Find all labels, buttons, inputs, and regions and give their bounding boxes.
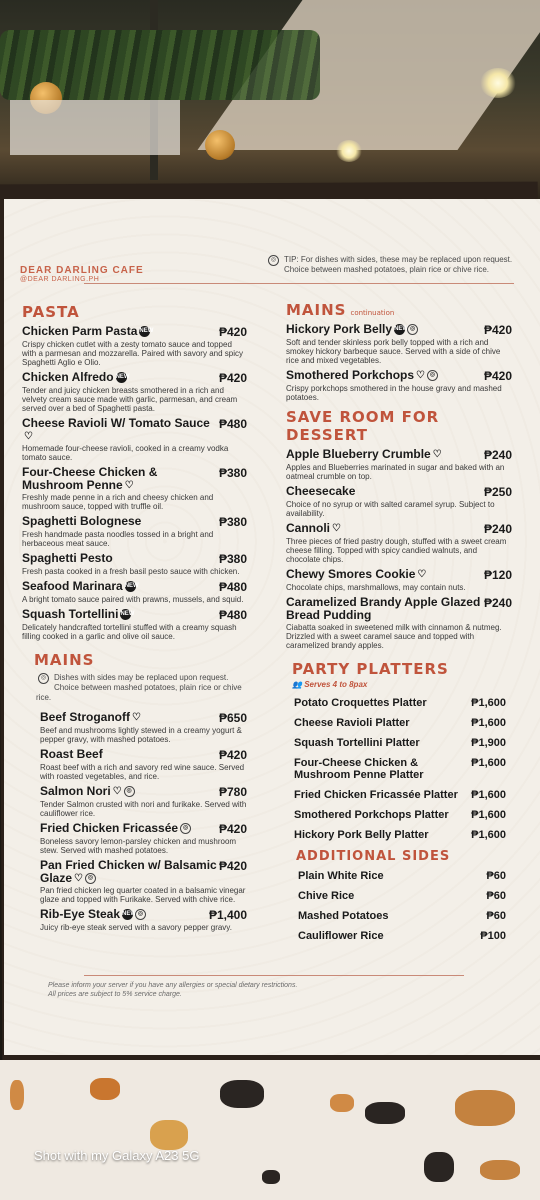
menu-item (22, 552, 247, 576)
menu-line-price: ₱60 (486, 910, 506, 922)
menu-line-name: Hickory Pork Belly Platter (294, 829, 429, 841)
terrazzo-chip (150, 1120, 188, 1150)
mains-note (36, 673, 246, 703)
menu-item-description: Apples and Blueberries marinated in sugar and baked with an oatmeal crumble on top. (286, 463, 505, 481)
menu-item-header (22, 417, 247, 443)
terrazzo-table (0, 1060, 540, 1200)
terrazzo-chip (330, 1094, 354, 1112)
new-badge-icon: NEW (394, 324, 405, 335)
menu-item-description: A bright tomato sauce paired with prawns, mussels, and squid. (22, 595, 244, 604)
cafe-brand (20, 265, 220, 283)
menu-item-name: Smothered Porkchops ♡ ◎ (286, 369, 438, 382)
menu-item-price: ₱480 (218, 417, 247, 431)
footer-allergy-note: Please inform your server if you have any allergies or special dietary restrictions. (48, 982, 298, 989)
menu-item-name: Spaghetti Bolognese (22, 514, 142, 528)
menu-item-description: Beef and mushrooms lightly stewed in a creamy yogurt & pepper gravy, with mashed potatoes. (40, 726, 242, 744)
menu-item-price: ₱120 (483, 568, 512, 582)
menu-item-header (40, 748, 247, 762)
heart-icon: ♡ (24, 430, 33, 442)
menu-line-name: Squash Tortellini Platter (294, 737, 420, 749)
new-badge-icon: NEW (122, 909, 133, 920)
menu-item (22, 608, 247, 641)
menu-item-header (22, 371, 247, 385)
header-divider (84, 283, 514, 284)
menu-item (40, 785, 247, 818)
menu-line-item (294, 829, 506, 841)
menu-item (22, 325, 247, 367)
menu-item-header (286, 568, 512, 582)
heart-icon: ♡ (416, 369, 425, 381)
terrazzo-chip (365, 1102, 405, 1124)
menu-item-header (22, 515, 247, 529)
menu-item-header (40, 822, 247, 836)
menu-item-header (286, 448, 512, 462)
menu-line-item (294, 789, 506, 801)
menu-item-name: Rib-Eye Steak NEW ◎ (40, 908, 146, 921)
menu-item-header (22, 608, 247, 622)
menu-line-item (294, 757, 506, 781)
menu-item-name: Hickory Pork Belly NEW ◎ (286, 323, 418, 336)
menu-item-price: ₱420 (218, 371, 247, 385)
mains-continued-list (286, 323, 512, 402)
menu-line-price: ₱1,600 (471, 829, 506, 841)
people-icon: 👥 (292, 680, 305, 689)
ceiling-lamp (336, 140, 362, 162)
terrazzo-chip (424, 1152, 454, 1182)
cafe-ceiling-background (0, 0, 540, 200)
plate-icon: ◎ (38, 673, 49, 684)
new-badge-icon: NEW (139, 326, 150, 337)
pasta-list (22, 325, 247, 641)
menu-item (286, 448, 512, 481)
menu-line-name: Chive Rice (298, 890, 355, 902)
menu-item-name: Roast Beef (40, 747, 103, 761)
menu-item-price: ₱380 (218, 552, 247, 566)
menu-item-description: Delicately handcrafted tortellini stuffed with a creamy squash filling cooked in a garlic and olive oil sauce. (22, 623, 237, 641)
menu-line-price: ₱1,600 (471, 717, 506, 729)
menu-item-description: Roast beef with a rich and savory red wine sauce. Served with roasted vegetables, and rice. (40, 763, 245, 781)
section-title-mains: MAINS (34, 651, 95, 669)
menu-item-price: ₱240 (483, 522, 512, 536)
menu-item-price: ₱240 (483, 448, 512, 462)
menu-item-name: Spaghetti Pesto (22, 551, 113, 565)
menu-item-name: Beef Stroganoff ♡ (40, 710, 141, 724)
menu-item-header (22, 580, 247, 594)
menu-item-price: ₱420 (218, 748, 247, 762)
menu-item-description: Boneless savory lemon-parsley chicken and mushroom stew. Served with mashed potatoes. (40, 837, 237, 855)
menu-item-description: Fresh pasta cooked in a fresh basil pesto sauce with chicken. (22, 567, 240, 576)
menu-item-header (22, 466, 247, 492)
new-badge-icon: NEW (120, 609, 131, 620)
menu-paper (4, 199, 540, 1055)
menu-line-name: Plain White Rice (298, 870, 384, 882)
new-badge-icon: NEW (125, 581, 136, 592)
menu-line-item (294, 697, 506, 709)
menu-item-price: ₱240 (483, 596, 512, 610)
menu-item (286, 369, 512, 402)
lantern (205, 130, 235, 160)
menu-line-item (294, 737, 506, 749)
menu-item-name: Fried Chicken Fricassée ◎ (40, 822, 191, 835)
menu-item (22, 515, 247, 548)
menu-item-price: ₱1,400 (208, 908, 247, 922)
ceiling-lamp (480, 68, 516, 98)
heart-icon: ♡ (112, 785, 122, 797)
platter-list (294, 697, 506, 841)
menu-item-price: ₱480 (218, 580, 247, 594)
menu-item-description: Freshly made penne in a rich and cheesy chicken and mushroom sauce, topped with truffle oil. (22, 493, 214, 511)
menu-item (22, 371, 247, 413)
tip-text: TIP: For dishes with sides, these may be replaced upon request. Choice between mashed potatoes, plain rice or chive rice. (284, 255, 513, 274)
continuation-label: continuation (350, 309, 395, 317)
heart-icon: ♡ (124, 479, 134, 491)
plate-icon: ◎ (180, 823, 191, 834)
menu-item-description: Fresh handmade pasta noodles tossed in a bright and herbaceous meat sauce. (22, 530, 214, 548)
menu-line-price: ₱1,600 (471, 757, 506, 769)
menu-item (22, 580, 247, 604)
menu-line-item (294, 717, 506, 729)
menu-item-header (40, 785, 247, 799)
menu-item (286, 485, 512, 518)
menu-item-header (22, 325, 247, 339)
menu-item-name: Squash Tortellini NEW (22, 607, 135, 621)
menu-item-name: Salmon Nori ♡ ◎ (40, 785, 135, 798)
menu-item-header (286, 596, 512, 622)
left-column (22, 303, 247, 936)
plate-icon: ◎ (268, 255, 279, 266)
menu-line-item (294, 809, 506, 821)
menu-line-price: ₱1,600 (471, 809, 506, 821)
platters-serves (292, 680, 512, 689)
sides-list (298, 870, 506, 942)
mains-continued-title: MAINS (286, 301, 347, 319)
menu-item-description: Tender Salmon crusted with nori and furikake. Served with cauliflower rice. (40, 800, 247, 818)
plate-icon: ◎ (124, 786, 135, 797)
menu-line-item (298, 890, 506, 902)
menu-line-price: ₱60 (486, 870, 506, 882)
menu-item-description: Choice of no syrup or with salted caramel syrup. Subject to availability. (286, 500, 495, 518)
menu-line-price: ₱1,600 (471, 697, 506, 709)
terrazzo-chip (455, 1090, 515, 1126)
menu-item-header (286, 369, 512, 383)
menu-item-price: ₱380 (218, 515, 247, 529)
menu-item-header (22, 552, 247, 566)
menu-item-price: ₱480 (218, 608, 247, 622)
footer-divider (84, 975, 464, 976)
terrazzo-chip (262, 1170, 280, 1184)
menu-item (286, 323, 512, 365)
menu-line-name: Cheese Ravioli Platter (294, 717, 410, 729)
terrazzo-chip (480, 1160, 520, 1180)
plate-icon: ◎ (427, 370, 438, 381)
menu-item-price: ₱380 (218, 466, 247, 480)
menu-item-description: Tender and juicy chicken breasts smothered in a rich and velvety cream sauce made with garlic, parmesan, and cream served over a bed of Spaghetti pasta. (22, 386, 238, 413)
menu-line-name: Cauliflower Rice (298, 930, 384, 942)
menu-item-description: Three pieces of fried pastry dough, stuffed with a sweet cream cheese filling. Topped with spicy candied walnuts, and chocolate chips. (286, 537, 507, 564)
menu-item-name: Chicken Alfredo NEW (22, 370, 130, 384)
menu-item-description: Pan fried chicken leg quarter coated in a balsamic vinegar glaze and topped with Furikake. Served with chive rice. (40, 886, 246, 904)
menu-item-description: Crispy chicken cutlet with a zesty tomato sauce and topped with a parmesan and mozzarella. Paired with savory and spicy Spaghetti Aglio e Olio. (22, 340, 243, 367)
menu-item-header (40, 711, 247, 725)
plate-icon: ◎ (85, 873, 96, 884)
menu-item-description: Juicy rib-eye steak served with a savory pepper gravy. (40, 923, 232, 932)
menu-item-price: ₱420 (218, 859, 247, 873)
terrazzo-chip (90, 1078, 120, 1100)
menu-line-price: ₱1,600 (471, 789, 506, 801)
menu-item-header (286, 485, 512, 499)
mains-list (40, 711, 247, 932)
menu-item-price: ₱420 (218, 325, 247, 339)
plate-icon: ◎ (407, 324, 418, 335)
menu-item-price: ₱250 (483, 485, 512, 499)
menu-item (40, 711, 247, 744)
menu-line-item (298, 870, 506, 882)
menu-item-name: Seafood Marinara NEW (22, 579, 139, 593)
photo-watermark: Shot with my Galaxy A23 5G (34, 1148, 200, 1163)
terrazzo-chip (220, 1080, 264, 1108)
menu-line-name: Smothered Porkchops Platter (294, 809, 449, 821)
menu-item (286, 568, 512, 592)
heart-icon: ♡ (432, 448, 442, 460)
plate-icon: ◎ (135, 909, 146, 920)
menu-item-description: Crispy porkchops smothered in the house gravy and mashed potatoes. (286, 384, 502, 402)
menu-line-name: Potato Croquettes Platter (294, 697, 427, 709)
menu-line-item (298, 910, 506, 922)
menu-item-header (286, 323, 512, 337)
dessert-list (286, 448, 512, 650)
menu-item-name: Cheese Ravioli W/ Tomato Sauce♡ (22, 416, 210, 442)
menu-item-name: Cheesecake (286, 484, 356, 498)
menu-item-price: ₱420 (218, 822, 247, 836)
menu-item (40, 822, 247, 855)
tip-note (266, 255, 516, 275)
menu-item (22, 417, 247, 462)
new-badge-icon: NEW (116, 372, 127, 383)
menu-line-name: Four-Cheese Chicken & Mushroom Penne Platter (294, 757, 424, 781)
menu-item-price: ₱420 (483, 323, 512, 337)
serves-text: Serves 4 to 8pax (304, 680, 368, 689)
menu-item-header (40, 859, 247, 885)
right-column (286, 301, 512, 950)
menu-item-description: Chocolate chips, marshmallows, may contain nuts. (286, 583, 466, 592)
section-title-pasta: PASTA (22, 303, 80, 321)
menu-item-description: Homemade four-cheese ravioli, cooked in a creamy vodka tomato sauce. (22, 444, 229, 462)
shelf (10, 100, 180, 155)
menu-item (22, 466, 247, 511)
footer-notes (48, 981, 448, 999)
cafe-name: DEAR DARLING CAFE (20, 265, 144, 276)
menu-line-name: Mashed Potatoes (298, 910, 389, 922)
menu-line-price: ₱100 (480, 930, 506, 942)
mains-note-text: Dishes with sides may be replaced upon request. Choice between mashed potatoes, plain rice or chive rice. (36, 673, 242, 702)
menu-item (40, 908, 247, 932)
menu-item-name: Apple Blueberry Crumble ♡ (286, 447, 442, 461)
menu-item-header (286, 522, 512, 536)
heart-icon: ♡ (132, 711, 141, 723)
menu-line-item (298, 930, 506, 942)
footer-service-charge-note: All prices are subject to 5% service charge. (48, 991, 182, 998)
menu-line-price: ₱1,900 (471, 737, 506, 749)
menu-item (40, 748, 247, 781)
section-title-platters: PARTY PLATTERS (292, 660, 449, 678)
heart-icon: ♡ (74, 872, 83, 884)
menu-line-name: Fried Chicken Fricassée Platter (294, 789, 458, 801)
menu-item (286, 522, 512, 564)
heart-icon: ♡ (332, 522, 341, 534)
heart-icon: ♡ (417, 568, 427, 580)
menu-item-name: Four-Cheese Chicken & Mushroom Penne ♡ (22, 465, 158, 492)
menu-item-name: Chicken Parm Pasta NEW (22, 324, 154, 338)
menu-item-name: Cannoli ♡ (286, 521, 341, 535)
section-title-mains-continued (286, 301, 512, 319)
menu-item-price: ₱780 (218, 785, 247, 799)
menu-line-price: ₱60 (486, 890, 506, 902)
menu-item-price: ₱650 (218, 711, 247, 725)
menu-item-price: ₱420 (483, 369, 512, 383)
menu-item-header (40, 908, 247, 922)
terrazzo-chip (10, 1080, 24, 1110)
menu-item (286, 596, 512, 650)
menu-item (40, 859, 247, 904)
section-title-dessert: SAVE ROOM FOR DESSERT (286, 408, 440, 444)
cafe-handle: @DEAR DARLING.PH (20, 276, 100, 283)
menu-item-name: Chewy Smores Cookie ♡ (286, 567, 427, 581)
menu-item-description: Ciabatta soaked in sweetened milk with cinnamon & nutmeg. Drizzled with a sweet caramel sauce and topped with caramelized brandy apples. (286, 623, 502, 650)
section-title-sides: ADDITIONAL SIDES (296, 849, 451, 864)
menu-item-name: Caramelized Brandy Apple Glazed Bread Pudding (286, 595, 481, 622)
menu-item-description: Soft and tender skinless pork belly topped with a rich and smokey hickory barbeque sauce. Served with a side of chive rice and mixed vegetables. (286, 338, 501, 365)
menu-item-name: Pan Fried Chicken w/ Balsamic Glaze ♡ ◎ (40, 858, 217, 885)
